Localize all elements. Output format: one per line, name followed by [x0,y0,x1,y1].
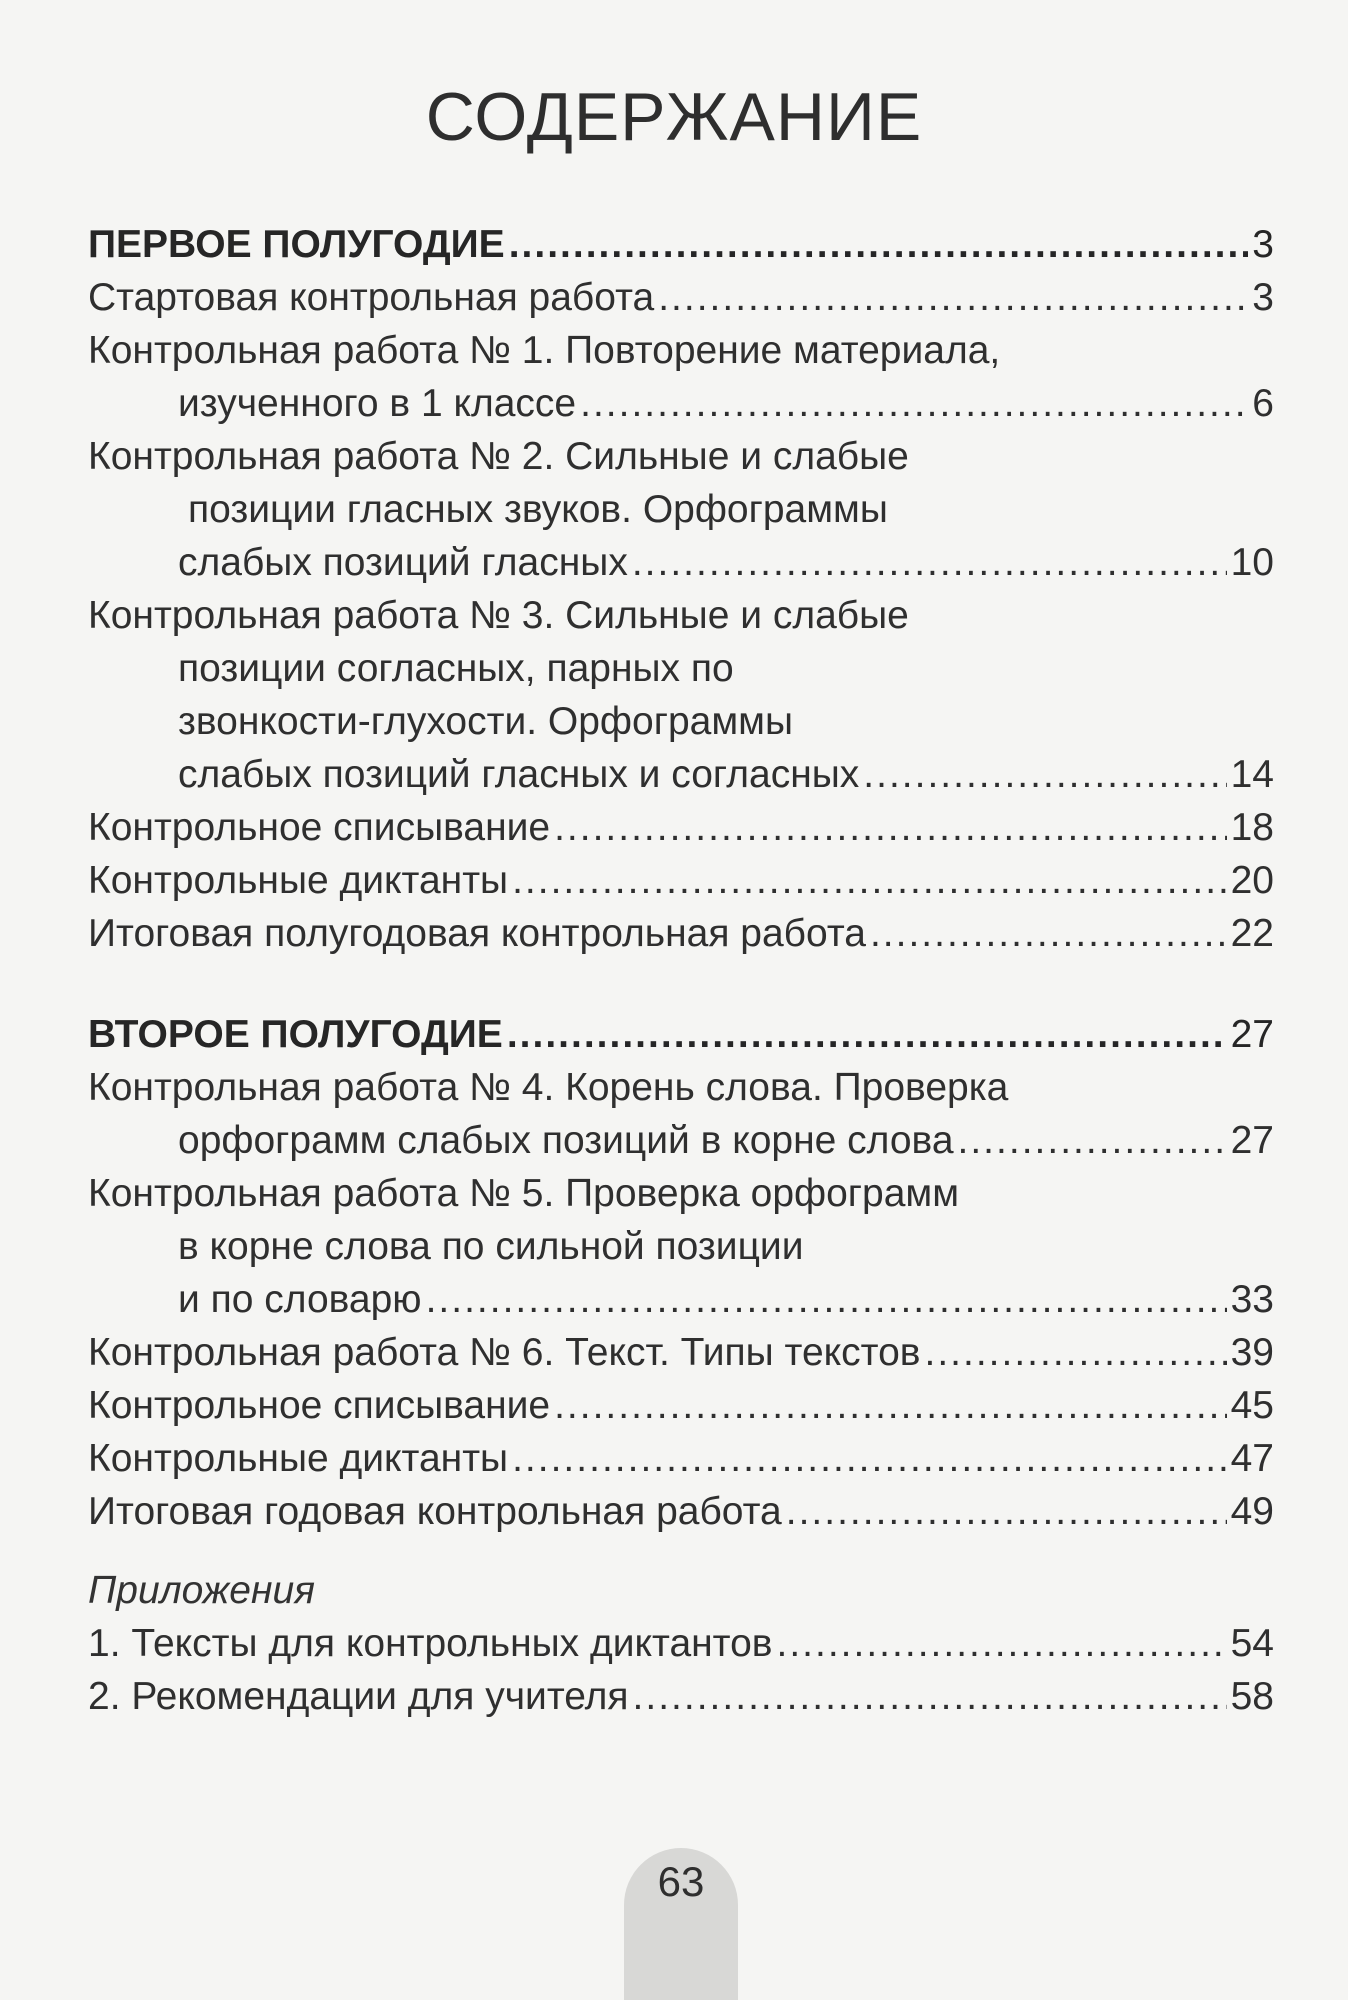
appendix-entry-label: 1. Тексты для контрольных диктантов [88,1622,773,1665]
page-ref: 27 [1230,1119,1274,1162]
page-ref: 58 [1230,1675,1274,1718]
toc-entry-line: Контрольная работа № 1. Повторение материала, [88,329,1001,372]
toc-entry-label: Контрольные диктанты [88,859,509,902]
page-ref: 10 [1230,541,1274,584]
toc-entry-label: изученного в 1 классе [178,382,577,425]
page-ref: 22 [1230,912,1274,955]
leader-dots [870,907,1227,960]
leader-dots [426,1273,1227,1326]
toc-entry [88,324,1274,430]
leader-dots [512,854,1227,907]
toc-entry [88,430,1274,589]
toc-entry-label: Контрольные диктанты [88,1437,509,1480]
leader-dots [633,1670,1227,1723]
appendix-entry [88,1617,1274,1670]
page-ref: 54 [1230,1622,1274,1665]
section-heading-label: ПЕРВОЕ ПОЛУГОДИЕ [88,223,505,266]
page-number: 63 [657,1858,705,1905]
toc-entry-line: Контрольная работа № 4. Корень слова. Проверка [88,1066,1009,1109]
leader-dots [777,1617,1227,1670]
toc-entry-label: Итоговая полугодовая контрольная работа [88,912,866,955]
appendix-entry [88,1670,1274,1723]
toc-entry-label: слабых позиций гласных и согласных [178,753,860,796]
leader-dots [863,748,1226,801]
leader-dots [509,218,1249,271]
section-heading-second-half [88,1008,1274,1061]
section-heading-first-half [88,218,1274,271]
page-ref: 39 [1230,1331,1274,1374]
toc-entry [88,1326,1274,1379]
leader-dots [632,536,1227,589]
leader-dots [658,271,1248,324]
toc-entry-label: Стартовая контрольная работа [88,276,655,319]
page-ref: 27 [1230,1013,1274,1056]
leader-dots [507,1008,1227,1061]
toc-entry-label: и по словарю [178,1278,422,1321]
section-heading-label: ВТОРОЕ ПОЛУГОДИЕ [88,1013,503,1056]
table-of-contents [88,218,1274,1723]
leader-dots [580,377,1248,430]
toc-entry-label: Контрольная работа № 6. Текст. Типы текстов [88,1331,921,1374]
toc-entry-label: Контрольное списывание [88,806,551,849]
page-ref: 18 [1230,806,1274,849]
toc-entry-label: Контрольное списывание [88,1384,551,1427]
toc-entry [88,1379,1274,1432]
page-title: СОДЕРЖАНИЕ [425,79,923,155]
toc-entry-line: Контрольная работа № 3. Сильные и слабые [88,594,909,637]
toc-entry [88,1167,1274,1326]
toc-entry [88,854,1274,907]
toc-entry [88,589,1274,801]
toc-entry-line: Контрольная работа № 2. Сильные и слабые [88,435,909,478]
leader-dots [924,1326,1226,1379]
leader-dots [786,1485,1227,1538]
toc-entry-line: звонкости-глухости. Орфограммы [178,700,793,743]
toc-entry-line: позиции гласных звуков. Орфограммы [188,488,888,531]
page-ref: 20 [1230,859,1274,902]
toc-entry [88,907,1274,960]
toc-entry-label: Итоговая годовая контрольная работа [88,1490,782,1533]
toc-entry-line: Контрольная работа № 5. Проверка орфограмм [88,1172,960,1215]
toc-entry-label: слабых позиций гласных [178,541,628,584]
toc-entry-line: в корне слова по сильной позиции [178,1225,804,1268]
toc-entry [88,801,1274,854]
toc-entry [88,1061,1274,1167]
leader-dots [554,1379,1227,1432]
toc-entry-label: орфограмм слабых позиций в корне слова [178,1119,954,1162]
toc-entry-line: позиции согласных, парных по [178,647,734,690]
page-ref: 3 [1252,276,1274,319]
page-ref: 45 [1230,1384,1274,1427]
page-ref: 33 [1230,1278,1274,1321]
page-ref: 6 [1252,382,1274,425]
leader-dots [512,1432,1227,1485]
page-ref: 49 [1230,1490,1274,1533]
leader-dots [958,1114,1227,1167]
toc-entry [88,1432,1274,1485]
leader-dots [554,801,1227,854]
toc-entry [88,271,1274,324]
appendix-title: Приложения [88,1569,315,1612]
page-ref: 3 [1252,223,1274,266]
page-ref: 14 [1230,753,1274,796]
appendix-entry-label: 2. Рекомендации для учителя [88,1675,629,1718]
page-ref: 47 [1230,1437,1274,1480]
toc-entry [88,1485,1274,1538]
